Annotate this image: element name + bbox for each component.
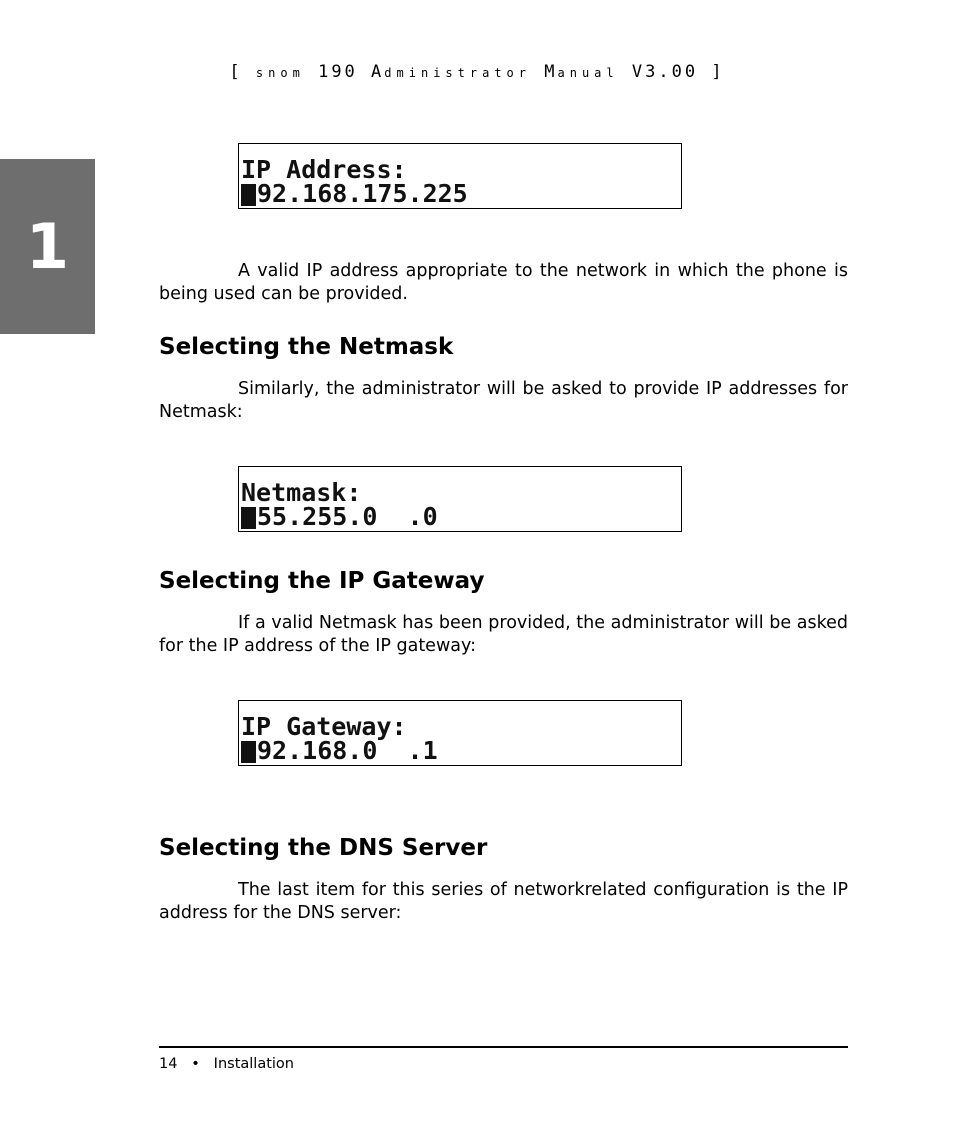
lcd-ip-address-label: IP Address:	[241, 155, 407, 184]
footer-bullet: •	[191, 1056, 200, 1072]
footer-rule	[159, 1046, 848, 1048]
footer-section: Installation	[213, 1056, 294, 1072]
para-dns-server: The last item for this series of networkrelated configuration is the IP address for the DNS server:	[159, 880, 848, 923]
lcd-ip-gateway-value-line	[241, 736, 681, 765]
lcd-netmask-value-line	[241, 502, 681, 531]
lcd-ip-gateway	[238, 700, 682, 766]
lcd-cursor	[241, 741, 256, 763]
lcd-cursor	[241, 184, 256, 206]
lcd-ip-gateway-label: IP Gateway:	[241, 712, 407, 741]
heading-ip-gateway: Selecting the IP Gateway	[159, 568, 485, 594]
page-footer	[159, 1056, 294, 1072]
chapter-tab	[0, 159, 95, 334]
para-ip-gateway: If a valid Netmask has been provided, the administrator will be asked for the IP address of the IP gateway:	[159, 613, 848, 656]
heading-dns-server: Selecting the DNS Server	[159, 835, 488, 861]
heading-netmask: Selecting the Netmask	[159, 334, 454, 360]
lcd-ip-address-value-line	[241, 179, 681, 208]
lcd-netmask-value: 55.255.0 .0	[257, 502, 438, 531]
lcd-ip-address	[238, 143, 682, 209]
lcd-cursor	[241, 507, 256, 529]
page-number: 14	[159, 1056, 178, 1072]
lcd-netmask	[238, 466, 682, 532]
lcd-ip-gateway-value: 92.168.0 .1	[257, 736, 438, 765]
lcd-netmask-label: Netmask:	[241, 478, 362, 507]
running-header: [ snom 190 Administrator Manual V3.00 ]	[229, 62, 725, 82]
para-ip-address: A valid IP address appropriate to the network in which the phone is being used can be provided.	[159, 261, 848, 304]
para-netmask: Similarly, the administrator will be asked to provide IP addresses for Netmask:	[159, 379, 848, 422]
chapter-number: 1	[25, 210, 70, 283]
lcd-ip-address-value: 92.168.175.225	[257, 179, 468, 208]
